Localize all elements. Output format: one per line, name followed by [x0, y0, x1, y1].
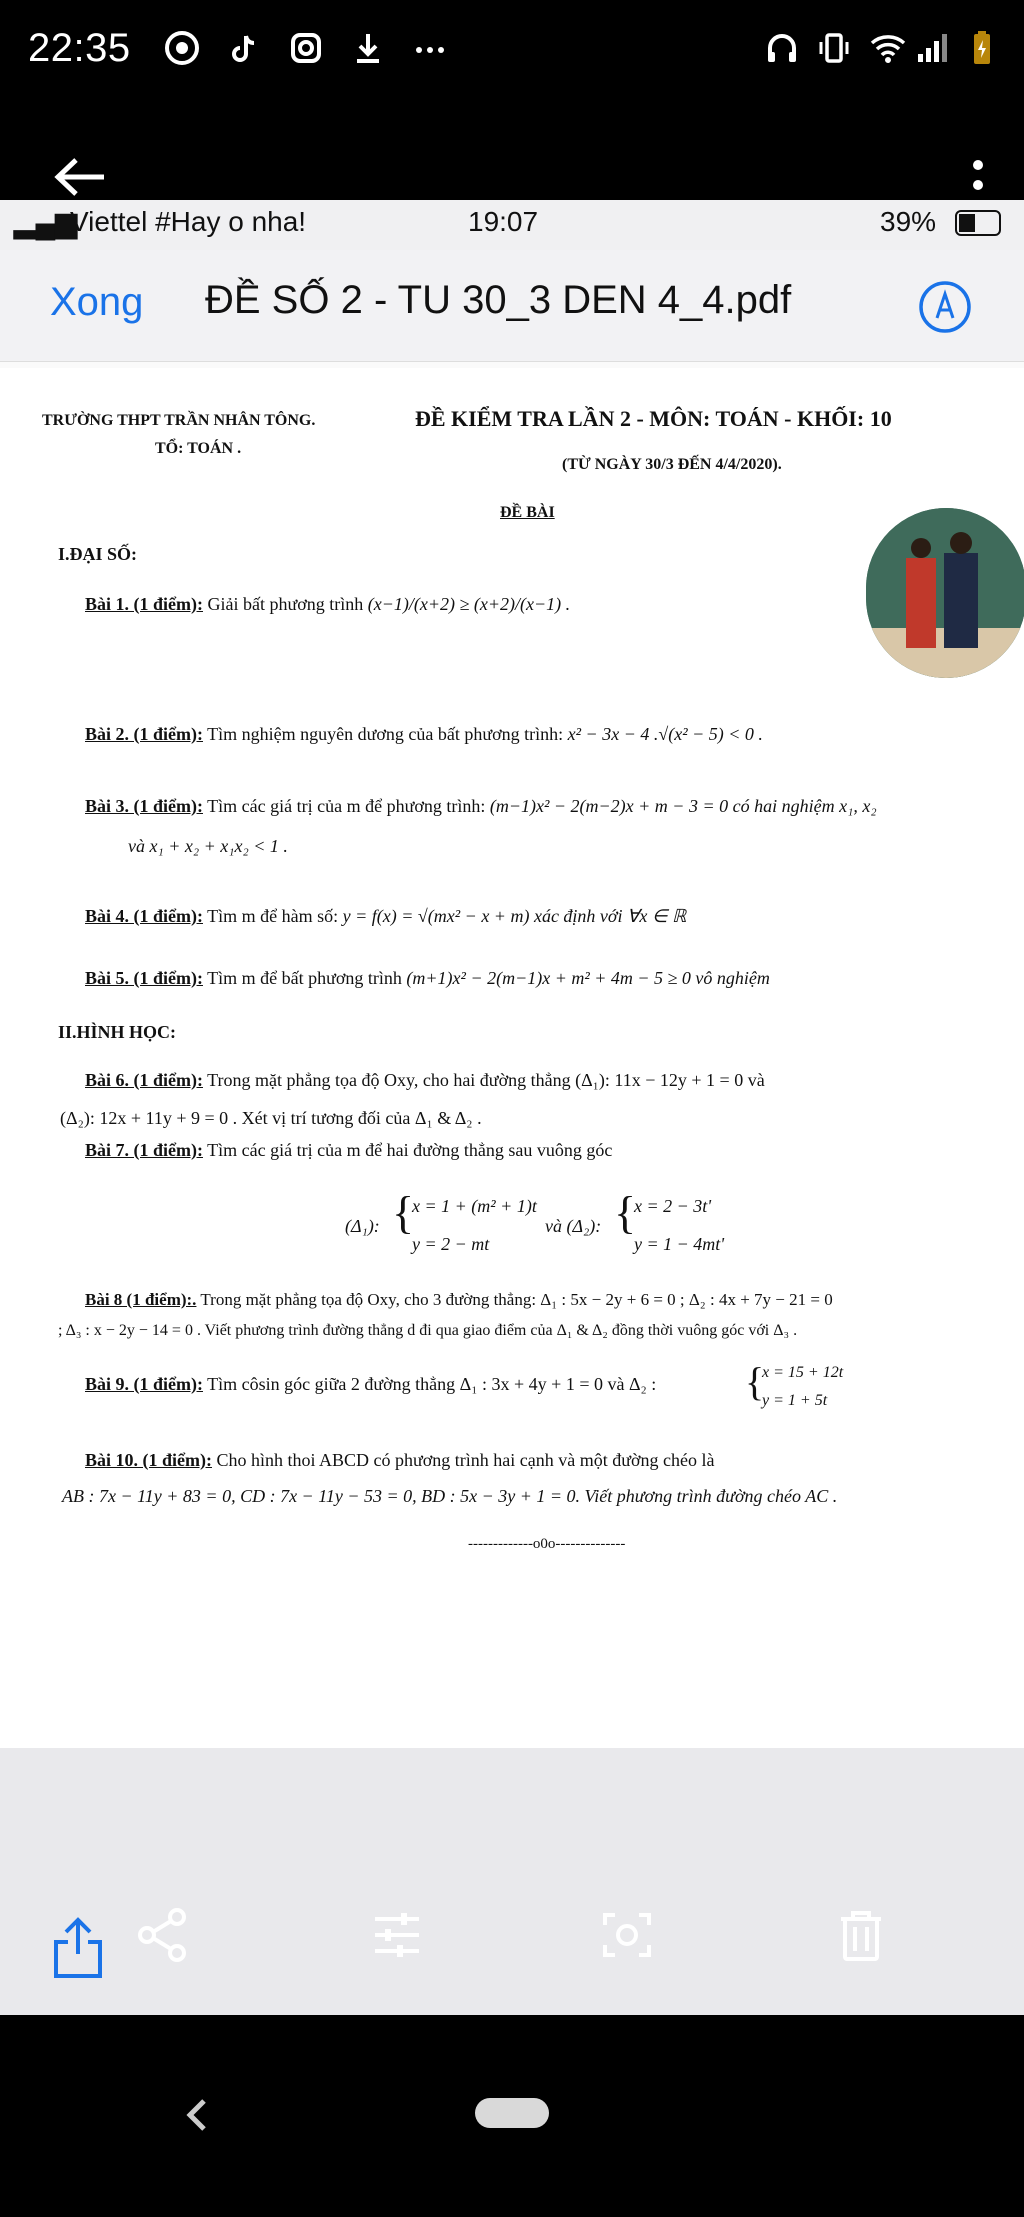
problem-2-text: Tìm nghiệm nguyên dương của bất phương trình:	[207, 724, 564, 744]
geometry-section: II.HÌNH HỌC:	[58, 1022, 177, 1042]
tiktok-icon	[222, 26, 266, 70]
avatar-photo	[866, 508, 1024, 678]
section-heading: ĐỀ BÀI	[500, 504, 555, 521]
cellular-signal-icon: ▂▄▆	[14, 207, 77, 238]
download-icon	[346, 26, 390, 70]
document-footer: -------------o0o--------------	[468, 1536, 626, 1552]
lens-icon[interactable]	[592, 1900, 662, 1970]
battery-percent: 39%	[880, 206, 937, 237]
problem-3-condition: và x₁ + x₂ + x₁x₂ < 1 .	[128, 836, 288, 856]
problem-1-math: (x−1)/(x+2) ≥ (x+2)/(x−1) .	[367, 594, 571, 614]
problem-6-label: Bài 6. (1 điểm):	[85, 1070, 203, 1090]
browser-icon	[160, 26, 204, 70]
brace-2: {	[614, 1187, 637, 1238]
problem-1-text: Giải bất phương trình	[207, 594, 364, 614]
problem-2-label: Bài 2. (1 điểm):	[85, 724, 203, 744]
problem-10-label: Bài 10. (1 điểm):	[85, 1450, 212, 1470]
share-icon[interactable]	[128, 1900, 198, 1970]
brace-3: {	[745, 1359, 765, 1404]
android-nav-bar	[0, 2040, 1024, 2217]
system-time: 22:35	[28, 26, 131, 70]
markup-icon[interactable]	[918, 280, 972, 334]
department-name: TỔ: TOÁN .	[155, 440, 242, 457]
system-status-bar	[0, 0, 1024, 110]
problem-10-text: Cho hình thoi ABCD có phương trình hai cạnh và một đường chéo là	[216, 1450, 715, 1470]
algebra-section: I.ĐẠI SỐ:	[58, 544, 138, 564]
problem-9-sys-b: y = 1 + 5t	[762, 1392, 828, 1409]
carrier-name: Viettel #Hay o nha!	[70, 206, 307, 237]
problem-1-label: Bài 1. (1 điểm):	[85, 594, 203, 614]
document-title: ĐỀ SỐ 2 - TU 30_3 DEN 4_4.pdf	[205, 278, 792, 322]
ios-nav-bar	[0, 250, 1024, 362]
problem-7-label: Bài 7. (1 điểm):	[85, 1140, 203, 1160]
viewer-top-bar	[0, 110, 1024, 200]
problem-5-math: (m+1)x² − 2(m−1)x + m² + 4m − 5 ≥ 0 vô nghiệm	[406, 968, 770, 988]
problem-3-label: Bài 3. (1 điểm):	[85, 796, 203, 816]
vibrate-icon	[812, 26, 856, 70]
problem-5-text: Tìm m để bất phương trình	[207, 968, 402, 988]
ios-battery-icon	[955, 210, 1001, 236]
problem-4-label: Bài 4. (1 điểm):	[85, 906, 203, 926]
signal-icon	[910, 26, 954, 70]
problem-5-label: Bài 5. (1 điểm):	[85, 968, 203, 988]
problem-7-delta1: (Δ₁):	[345, 1216, 380, 1236]
problem-7-sys2-a: x = 2 − 3t'	[634, 1196, 712, 1216]
problem-8-line2: ; Δ₃ : x − 2y − 14 = 0 . Viết phương trình đường thẳng d đi qua giao điểm của Δ₁ & Δ₂ đồng thời vuông góc với Δ₃ .	[58, 1322, 798, 1339]
delete-icon[interactable]	[826, 1900, 896, 1970]
problem-7-sys1-a: x = 1 + (m² + 1)t	[412, 1196, 537, 1216]
problem-7-sys2-b: y = 1 − 4mt'	[634, 1234, 725, 1254]
problem-9-text: Tìm côsin góc giữa 2 đường thẳng Δ₁ : 3x + 4y + 1 = 0 và Δ₂ :	[207, 1374, 657, 1394]
problem-2-math: x² − 3x − 4 .√(x² − 5) < 0 .	[567, 724, 763, 744]
home-pill[interactable]	[475, 2098, 549, 2128]
problem-3-text: Tìm các giá trị của m để phương trình:	[207, 796, 486, 816]
problem-7-sys1-b: y = 2 − mt	[412, 1234, 490, 1254]
problem-8-label: Bài 8 (1 điểm):.	[85, 1290, 197, 1309]
headphones-icon	[760, 26, 804, 70]
problem-4-text: Tìm m để hàm số:	[207, 906, 339, 926]
school-name: TRƯỜNG THPT TRẦN NHÂN TÔNG.	[42, 412, 316, 429]
edit-adjust-icon[interactable]	[362, 1900, 432, 1970]
pdf-page	[0, 368, 1024, 1748]
wifi-icon	[866, 26, 910, 70]
more-notifications-icon	[408, 26, 452, 70]
exam-title: ĐỀ KIỂM TRA LẦN 2 - MÔN: TOÁN - KHỐI: 10	[415, 406, 892, 431]
problem-8-text: Trong mặt phẳng tọa độ Oxy, cho 3 đường thẳng: Δ₁ : 5x − 2y + 6 = 0 ; Δ₂ : 4x + 7y − 21 = 0	[200, 1290, 833, 1309]
problem-9-label: Bài 9. (1 điểm):	[85, 1374, 203, 1394]
screenshot-image	[0, 200, 1024, 1900]
problem-7-text: Tìm các giá trị của m để hai đường thẳng sau vuông góc	[207, 1140, 613, 1160]
viewer-toolbar	[0, 1900, 1024, 2020]
exam-date-range: (TỪ NGÀY 30/3 ĐẾN 4/4/2020).	[562, 456, 782, 473]
instagram-icon	[284, 26, 328, 70]
battery-charging-icon	[960, 26, 1004, 70]
problem-9-sys-a: x = 15 + 12t	[762, 1364, 844, 1381]
ios-status-bar	[0, 200, 1024, 250]
problem-7-and: và (Δ₂):	[545, 1216, 602, 1236]
brace-1: {	[392, 1187, 415, 1238]
problem-6-line2: (Δ₂): 12x + 11y + 9 = 0 . Xét vị trí tương đối của Δ₁ & Δ₂ .	[60, 1108, 482, 1128]
problem-10-line2: AB : 7x − 11y + 83 = 0, CD : 7x − 11y − 53 = 0, BD : 5x − 3y + 1 = 0. Viết phương trình đường chéo AC .	[62, 1486, 838, 1506]
problem-3-math: (m−1)x² − 2(m−2)x + m − 3 = 0 có hai nghiệm x₁, x₂	[489, 796, 877, 816]
done-button[interactable]: Xong	[50, 280, 144, 324]
back-arrow-icon[interactable]	[50, 152, 110, 202]
problem-6-text: Trong mặt phẳng tọa độ Oxy, cho hai đường thẳng (Δ₁): 11x − 12y + 1 = 0 và	[207, 1070, 765, 1090]
problem-4-math: y = f(x) = √(mx² − x + m) xác định với ∀x ∈ ℝ	[342, 906, 687, 926]
page-background	[0, 1748, 1024, 1900]
nav-back-icon[interactable]	[182, 2095, 212, 2135]
ios-time: 19:07	[468, 206, 539, 237]
